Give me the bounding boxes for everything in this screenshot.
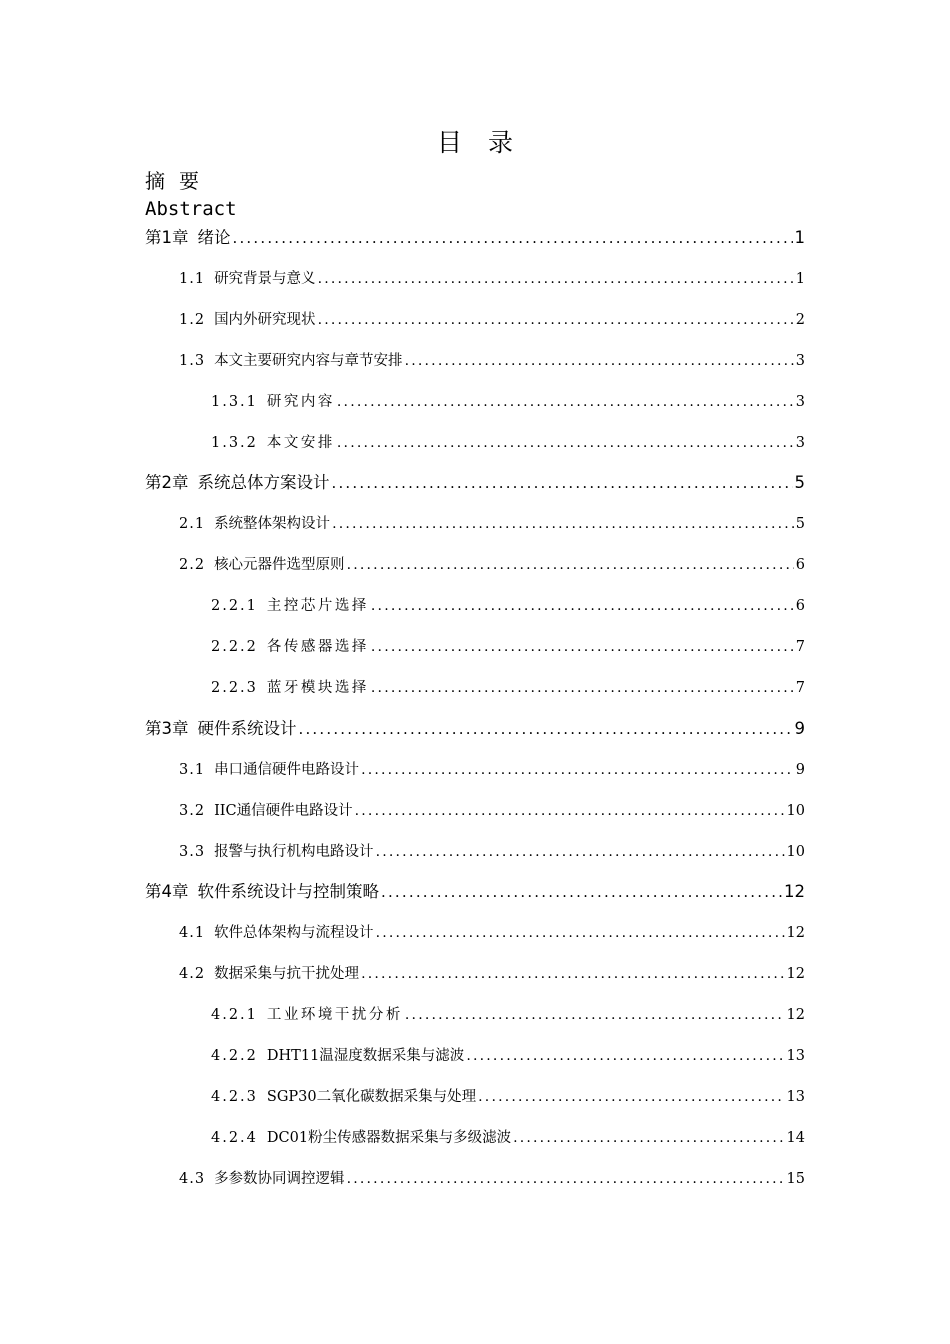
toc-page-number: 6: [795, 598, 805, 615]
toc-entry-level-3[interactable]: [211, 390, 805, 414]
toc-entry-number: 4.2.3: [211, 1088, 258, 1105]
toc-entry-title: 本文安排: [266, 434, 335, 451]
toc-dot-leader: [361, 758, 794, 782]
toc-entry-title: 串口通信硬件电路设计: [214, 761, 360, 778]
toc-page-number: 1: [795, 270, 805, 287]
toc-entry-number: 1.2: [179, 311, 206, 328]
toc-entry-title: 数据采集与抗干扰处理: [214, 966, 360, 983]
toc-entry-level-3[interactable]: [211, 431, 805, 455]
toc-entry-level-3[interactable]: [211, 635, 805, 659]
toc-entry-number: 2.2: [179, 557, 206, 574]
toc-entry-number: 2.1: [179, 516, 206, 533]
toc-entry-level-3[interactable]: [211, 1003, 805, 1027]
toc-entry-title: 多参数协同调控逻辑: [214, 1170, 345, 1187]
toc-entry-title: 主控芯片选择: [266, 598, 369, 615]
toc-entry-title: 软件系统设计与控制策略: [197, 882, 379, 902]
toc-entry-title: 工业环境干扰分析: [266, 1007, 403, 1024]
toc-entry-level-1[interactable]: [145, 717, 805, 741]
toc-dot-leader: [318, 267, 794, 291]
toc-entry-level-2[interactable]: [179, 799, 805, 823]
toc-page-number: 10: [786, 843, 805, 860]
toc-dot-leader: [347, 1167, 785, 1191]
toc-entry-title: DC01粉尘传感器数据采集与多级滤波: [266, 1129, 512, 1146]
toc-entry-title: 硬件系统设计: [197, 718, 297, 738]
toc-dot-leader: [371, 635, 794, 659]
toc-entry-level-2[interactable]: [179, 267, 805, 291]
toc-entry-title: 系统整体架构设计: [214, 516, 331, 533]
toc-entry-title: 研究内容: [266, 393, 335, 410]
toc-entry-number: 1.1: [179, 270, 206, 287]
toc-entry-title: IIC通信硬件电路设计: [214, 802, 353, 819]
toc-page-number: 5: [794, 473, 805, 493]
abstract-en-entry[interactable]: Abstract: [145, 198, 237, 220]
toc-entry-number: 2.2.1: [211, 598, 258, 615]
toc-dot-leader: [233, 226, 793, 250]
toc-dot-leader: [376, 840, 785, 864]
toc-entry-title: 软件总体架构与流程设计: [214, 925, 374, 942]
toc-page-title: 目录: [436, 128, 539, 157]
toc-entry-title: 蓝牙模块选择: [266, 679, 369, 696]
toc-entry-number: 3.2: [179, 802, 206, 819]
toc-entry-title: 系统总体方案设计: [197, 473, 330, 493]
toc-dot-leader: [371, 594, 794, 618]
toc-page-number: 12: [786, 925, 805, 942]
abstract-cn-entry[interactable]: 摘要: [145, 169, 213, 193]
toc-entry-level-3[interactable]: [211, 1126, 805, 1150]
toc-page-number: 12: [786, 1007, 805, 1024]
toc-entry-level-2[interactable]: [179, 349, 805, 373]
toc-dot-leader: [371, 676, 794, 700]
toc-entry-number: 1.3: [179, 352, 206, 369]
toc-dot-leader: [337, 390, 794, 414]
toc-dot-leader: [405, 349, 794, 373]
toc-dot-leader: [478, 1085, 784, 1109]
toc-entry-title: 各传感器选择: [266, 639, 369, 655]
toc-page-number: 13: [786, 1048, 805, 1064]
toc-dot-leader: [299, 717, 793, 741]
toc-entry-level-1[interactable]: [145, 880, 805, 904]
toc-entry-title: 绪论: [197, 228, 231, 247]
toc-entry-title: 研究背景与意义: [214, 270, 316, 287]
toc-entry-title: 国内外研究现状: [214, 311, 316, 328]
toc-dot-leader: [381, 880, 782, 904]
toc-entry-level-2[interactable]: [179, 758, 805, 782]
toc-dot-leader: [361, 962, 784, 986]
toc-entry-number: 第4章: [145, 882, 189, 902]
toc-entry-number: 第3章: [145, 718, 189, 738]
toc-entry-level-1[interactable]: [145, 226, 805, 250]
toc-page-number: 15: [786, 1170, 805, 1187]
toc-entry-number: 2.2.3: [211, 679, 258, 696]
toc-page-number: 7: [795, 639, 805, 655]
toc-entry-number: 3.3: [179, 843, 206, 860]
toc-entry-title: 核心元器件选型原则: [214, 557, 345, 574]
toc-entry-number: 3.1: [179, 761, 206, 778]
toc-entry-title: SGP30二氧化碳数据采集与处理: [266, 1088, 477, 1105]
toc-dot-leader: [355, 799, 785, 823]
toc-dot-leader: [513, 1126, 784, 1150]
toc-entry-number: 4.2.2: [211, 1048, 258, 1064]
toc-dot-leader: [337, 431, 794, 455]
toc-entry-number: 4.2: [179, 966, 206, 983]
toc-dot-leader: [347, 553, 794, 577]
toc-page-number: 9: [795, 761, 805, 778]
toc-entry-number: 1.3.2: [211, 434, 258, 451]
toc-entry-level-2[interactable]: [179, 553, 805, 577]
toc-page-number: 9: [794, 718, 805, 738]
toc-entry-level-2[interactable]: [179, 921, 805, 945]
toc-page-number: 3: [795, 434, 805, 451]
toc-page-number: 1: [794, 228, 805, 247]
toc-dot-leader: [332, 512, 794, 536]
toc-dot-leader: [332, 471, 793, 495]
toc-entry-number: 1.3.1: [211, 393, 258, 410]
toc-dot-leader: [376, 921, 785, 945]
toc-entry-level-1[interactable]: [145, 471, 805, 495]
toc-entry-title: DHT11温湿度数据采集与滤波: [266, 1048, 465, 1064]
toc-entry-level-3[interactable]: [211, 1044, 805, 1068]
toc-page-number: 10: [786, 802, 805, 819]
toc-entry-level-2[interactable]: [179, 840, 805, 864]
toc-entry-number: 4.2.1: [211, 1007, 258, 1024]
toc-entry-title: 本文主要研究内容与章节安排: [214, 352, 403, 369]
toc-entry-level-3[interactable]: [211, 676, 805, 700]
toc-page-number: 2: [795, 311, 805, 328]
toc-entry-number: 4.2.4: [211, 1129, 258, 1146]
toc-entry-number: 第2章: [145, 473, 189, 493]
toc-dot-leader: [405, 1003, 785, 1027]
toc-entry-number: 4.1: [179, 925, 206, 942]
toc-page-number: 6: [795, 557, 805, 574]
toc-entry-number: 2.2.2: [211, 639, 258, 655]
toc-entry-level-2[interactable]: [179, 1167, 805, 1191]
toc-page-number: 3: [795, 393, 805, 410]
toc-dot-leader: [466, 1044, 784, 1068]
toc-entry-number: 4.3: [179, 1170, 206, 1187]
toc-entry-title: 报警与执行机构电路设计: [214, 843, 374, 860]
toc-entry-level-2[interactable]: [179, 512, 805, 536]
toc-page-number: 13: [786, 1088, 805, 1105]
toc-page-number: 7: [795, 679, 805, 696]
toc-entry-level-3[interactable]: [211, 1085, 805, 1109]
toc-entry-number: 第1章: [145, 228, 189, 247]
toc-entry-level-2[interactable]: [179, 308, 805, 332]
toc-page-number: 5: [795, 516, 805, 533]
toc-entry-level-3[interactable]: [211, 594, 805, 618]
toc-page-number: 14: [786, 1129, 805, 1146]
toc-page-number: 12: [784, 882, 805, 902]
toc-page-number: 3: [795, 352, 805, 369]
toc-page-number: 12: [786, 966, 805, 983]
toc-entry-level-2[interactable]: [179, 962, 805, 986]
toc-dot-leader: [318, 308, 794, 332]
